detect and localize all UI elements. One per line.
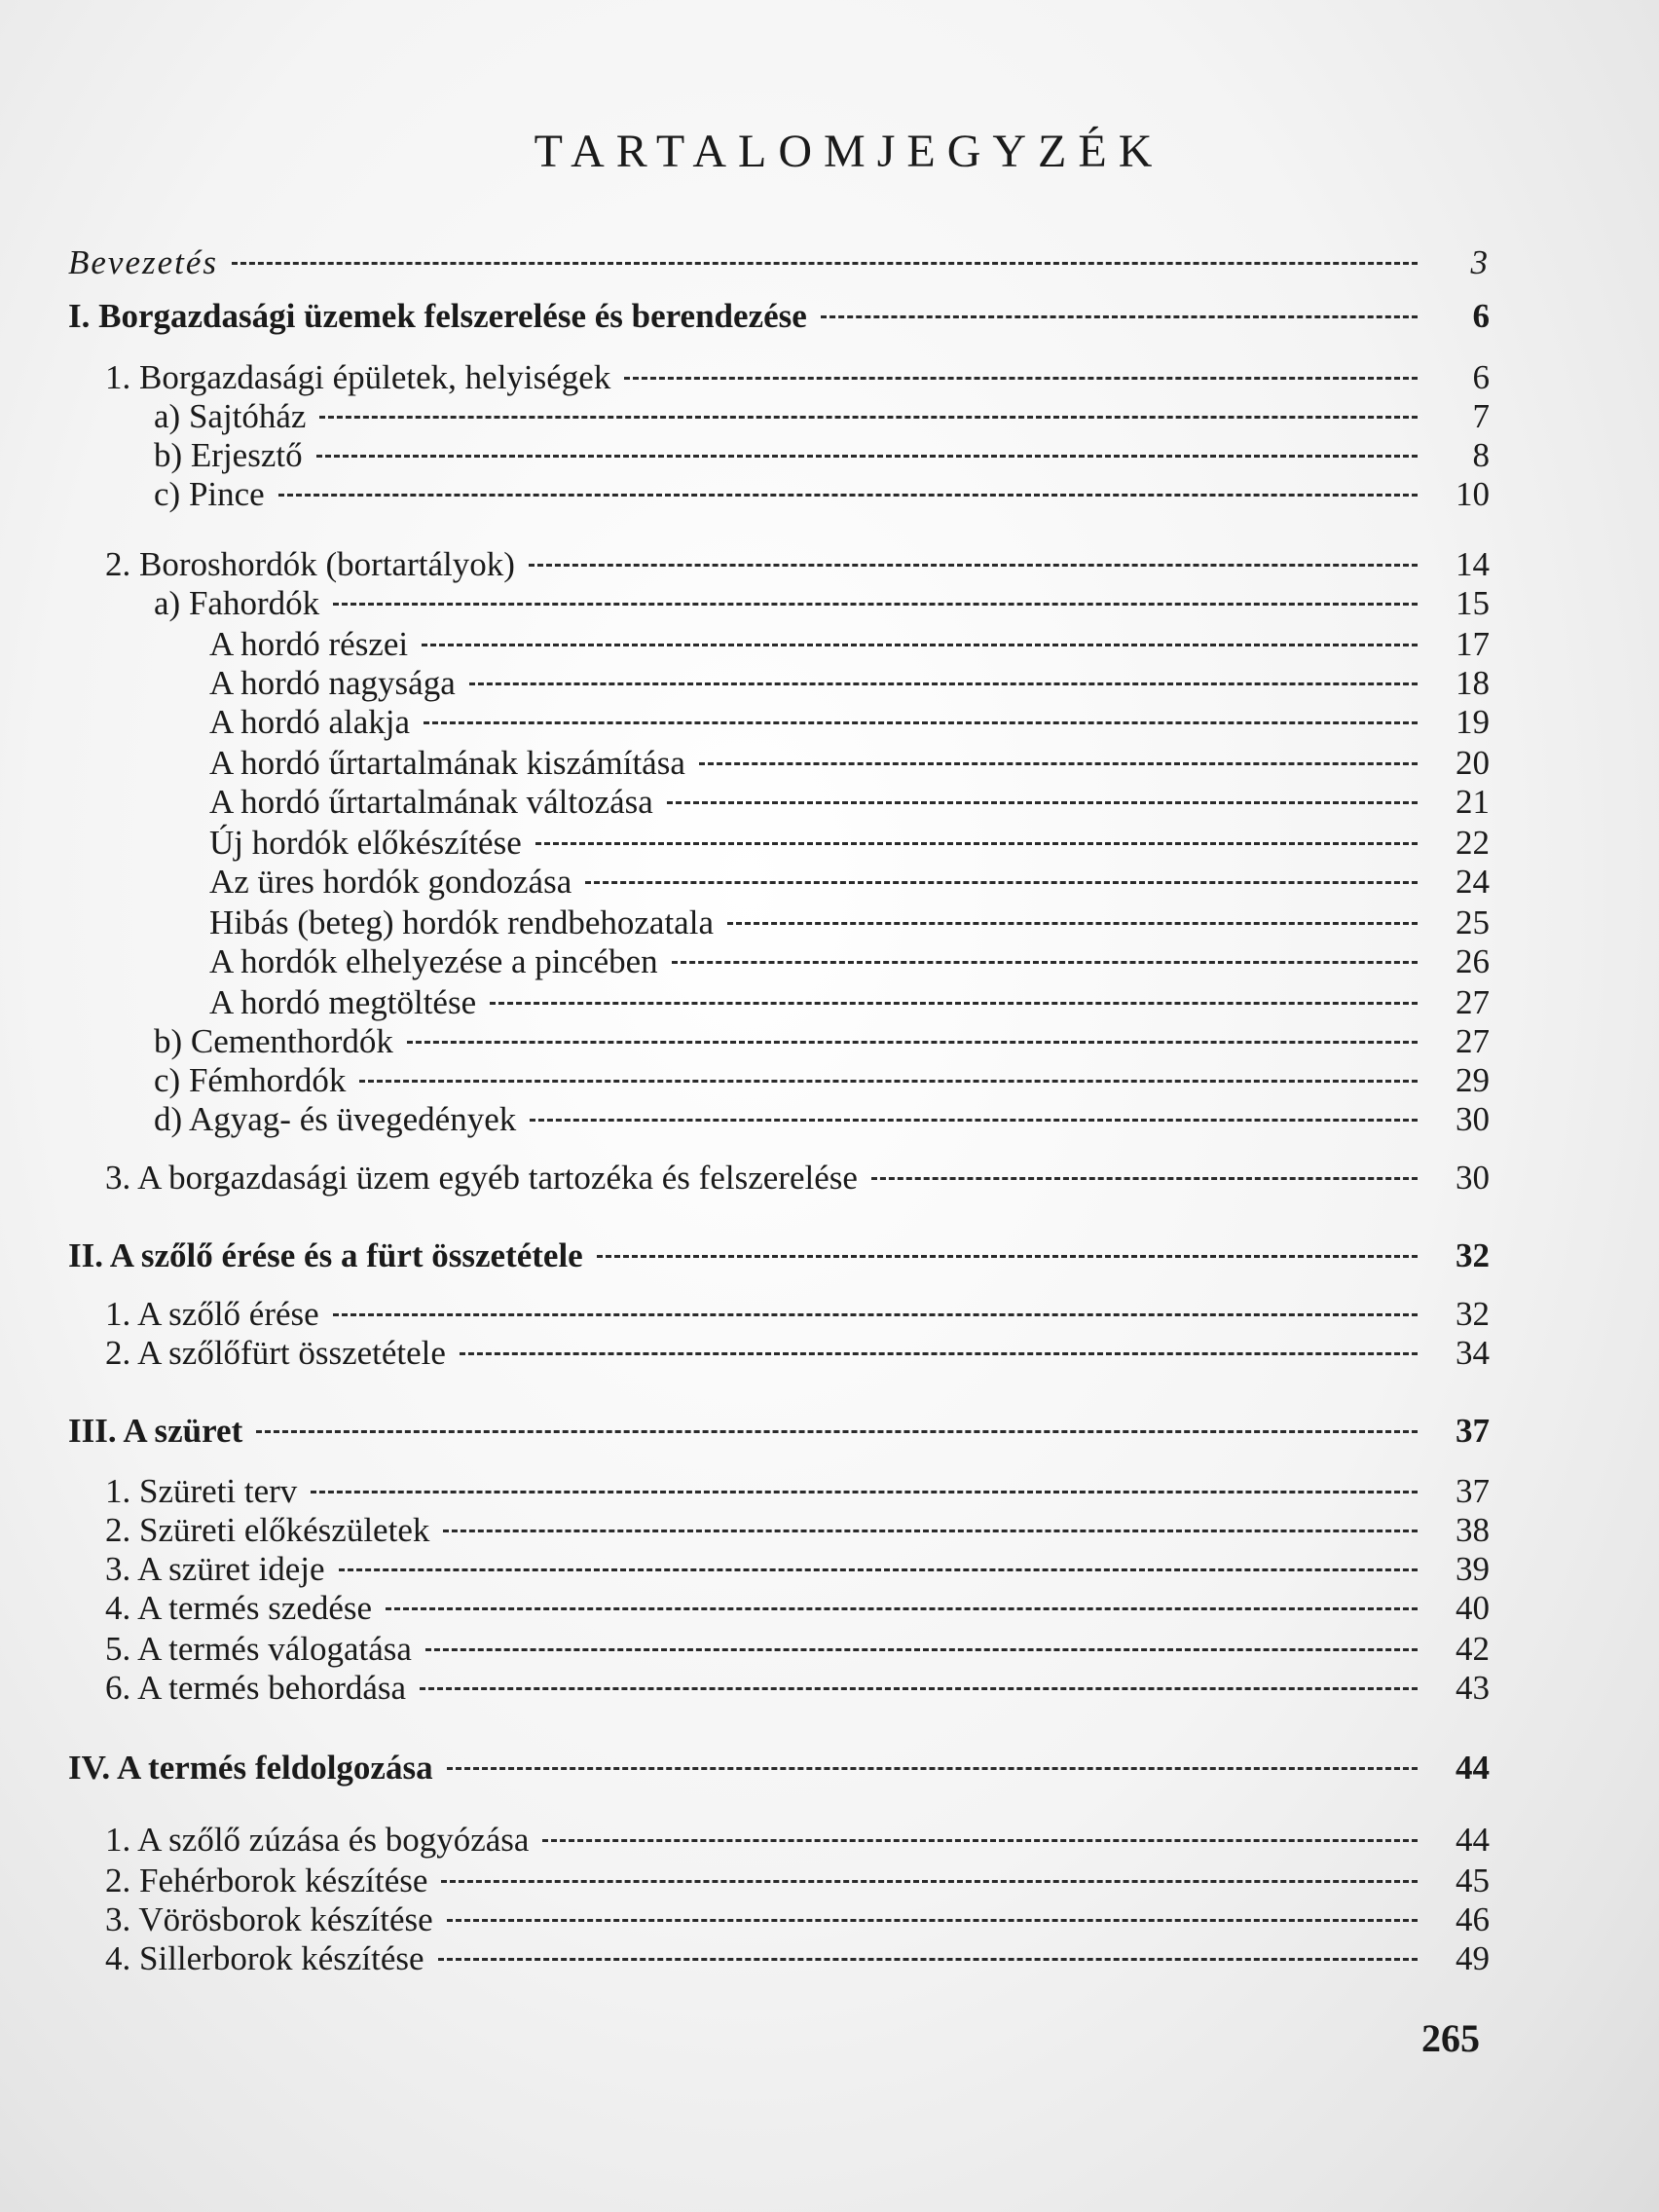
toc-entry-title: 1. A szőlő zúzása és bogyózása <box>105 1821 530 1859</box>
toc-entry-title: d) Agyag- és üvegedények <box>154 1100 517 1138</box>
toc-entry <box>68 1412 1490 1451</box>
dash-leader <box>438 1958 1418 1961</box>
toc-entry-title: A hordók elhelyezése a pincében <box>209 942 658 980</box>
toc-entry-title: 2. A szőlőfürt összetétele <box>105 1334 446 1372</box>
dash-leader <box>699 762 1418 765</box>
toc-entry-title: III. A szüret <box>68 1412 243 1450</box>
toc-entry <box>105 1334 1490 1373</box>
toc-entry <box>209 703 1490 742</box>
toc-entry <box>105 1939 1490 1978</box>
toc-entry-title: b) Cementhordók <box>154 1022 393 1060</box>
toc-entry-page: 27 <box>1456 983 1490 1021</box>
dash-leader <box>319 416 1418 419</box>
dash-leader <box>316 455 1418 458</box>
toc-entry <box>209 664 1490 703</box>
toc-entry-page: 17 <box>1456 625 1490 663</box>
dash-leader <box>424 721 1418 724</box>
toc-entry <box>154 1100 1490 1139</box>
dash-leader <box>443 1530 1418 1532</box>
dash-leader <box>460 1352 1418 1355</box>
toc-entry-page: 20 <box>1456 744 1490 782</box>
toc-entry <box>209 783 1490 822</box>
toc-entry-page: 29 <box>1456 1061 1490 1099</box>
toc-entry-title: 1. Szüreti terv <box>105 1472 298 1510</box>
toc-entry-title: b) Erjesztő <box>154 436 303 474</box>
toc-entry-page: 45 <box>1456 1862 1490 1899</box>
toc-entry-title: c) Pince <box>154 475 265 513</box>
toc-entry-page: 30 <box>1456 1100 1490 1138</box>
toc-entry-page: 24 <box>1456 863 1490 901</box>
toc-entry-title: A hordó űrtartalmának változása <box>209 783 653 821</box>
dash-leader <box>386 1607 1418 1610</box>
toc-entry <box>105 1295 1490 1334</box>
dash-leader <box>542 1839 1418 1842</box>
dash-leader <box>441 1880 1418 1883</box>
toc-entry-page: 18 <box>1456 664 1490 702</box>
dash-leader <box>333 603 1418 606</box>
dash-leader <box>333 1313 1418 1316</box>
dash-leader <box>339 1568 1418 1571</box>
dash-leader <box>597 1255 1418 1258</box>
toc-entry-title: 3. A szüret ideje <box>105 1550 325 1588</box>
dash-leader <box>425 1648 1418 1651</box>
toc-entry-page: 26 <box>1456 942 1490 980</box>
toc-entry <box>154 397 1490 436</box>
dash-leader <box>530 1119 1418 1122</box>
toc-entry-page: 27 <box>1456 1022 1490 1060</box>
toc-entry-title: A hordó részei <box>209 625 409 663</box>
toc-entry-title: Hibás (beteg) hordók rendbehozatala <box>209 903 714 941</box>
toc-entry-page: 21 <box>1456 783 1490 821</box>
dash-leader <box>529 564 1418 567</box>
toc-entry <box>154 1061 1490 1100</box>
toc-entry <box>105 1159 1490 1198</box>
toc-entry <box>68 243 1490 282</box>
toc-entry-title: A hordó nagysága <box>209 664 456 702</box>
dash-leader <box>667 801 1418 804</box>
toc-entry <box>154 436 1490 475</box>
toc-entry <box>105 1511 1490 1550</box>
toc-entry <box>209 625 1490 664</box>
toc-entry-page: 14 <box>1456 545 1490 583</box>
toc-entry-title: A hordó alakja <box>209 703 411 741</box>
dash-leader <box>585 881 1418 884</box>
toc-entry <box>209 824 1490 863</box>
toc-entry <box>68 297 1490 336</box>
toc-entry-title: I. Borgazdasági üzemek felszerelése és berendezése <box>68 297 807 335</box>
toc-entry-page: 3 <box>1470 243 1490 281</box>
toc-entry-page: 32 <box>1456 1236 1490 1274</box>
toc-entry-page: 19 <box>1456 703 1490 741</box>
toc-entry <box>154 1022 1490 1061</box>
toc-entry-page: 6 <box>1472 358 1490 396</box>
toc-entry-title: 2. Boroshordók (bortartályok) <box>105 545 515 583</box>
toc-entry-title: 1. Borgazdasági épületek, helyiségek <box>105 358 611 396</box>
toc-entry-page: 15 <box>1456 584 1490 622</box>
dash-leader <box>422 644 1418 646</box>
dash-leader <box>278 494 1418 497</box>
toc-entry <box>209 863 1490 902</box>
toc-entry-page: 40 <box>1456 1589 1490 1627</box>
toc-entry-title: 3. A borgazdasági üzem egyéb tartozéka és felszerelése <box>105 1159 858 1197</box>
dash-leader <box>469 682 1418 685</box>
toc-entry-title: II. A szőlő érése és a fürt összetétele <box>68 1236 583 1274</box>
dash-leader <box>447 1767 1418 1770</box>
toc-entry-page: 32 <box>1456 1295 1490 1333</box>
toc-entry <box>209 744 1490 783</box>
dash-leader <box>232 262 1418 265</box>
toc-entry-title: a) Fahordók <box>154 584 320 622</box>
dash-leader <box>311 1491 1418 1493</box>
toc-entry-title: 1. A szőlő érése <box>105 1295 319 1333</box>
page-title: TARTALOMJEGYZÉK <box>534 126 1164 177</box>
toc-entry-page: 49 <box>1456 1939 1490 1977</box>
toc-entry-page: 39 <box>1456 1550 1490 1588</box>
toc-entry-page: 46 <box>1456 1900 1490 1938</box>
toc-entry <box>105 1900 1490 1939</box>
toc-entry-page: 44 <box>1456 1749 1490 1787</box>
toc-entry <box>68 1749 1490 1788</box>
toc-entry <box>68 1236 1490 1275</box>
toc-entry-title: 4. A termés szedése <box>105 1589 373 1627</box>
toc-entry <box>154 475 1490 514</box>
toc-entry <box>105 1669 1490 1708</box>
dash-leader <box>821 315 1418 318</box>
dash-leader <box>672 961 1418 964</box>
toc-entry <box>105 1589 1490 1628</box>
dash-leader <box>420 1687 1418 1690</box>
toc-entry-title: A hordó megtöltése <box>209 983 477 1021</box>
toc-entry-page: 37 <box>1456 1472 1490 1510</box>
toc-entry-page: 44 <box>1456 1821 1490 1859</box>
toc-entry <box>105 1862 1490 1900</box>
dash-leader <box>407 1041 1418 1044</box>
toc-entry-title: 5. A termés válogatása <box>105 1630 412 1668</box>
toc-entry-title: 2. Szüreti előkészületek <box>105 1511 430 1549</box>
dash-leader <box>490 1002 1418 1005</box>
toc-entry-title: a) Sajtóház <box>154 397 307 435</box>
toc-entry-title: 4. Sillerborok készítése <box>105 1939 424 1977</box>
toc-entry-page: 34 <box>1456 1334 1490 1372</box>
toc-entry <box>209 903 1490 942</box>
toc-entry-page: 30 <box>1456 1159 1490 1197</box>
toc-entry <box>105 1472 1490 1511</box>
dash-leader <box>256 1430 1418 1433</box>
toc-entry <box>105 1630 1490 1669</box>
toc-entry <box>105 358 1490 397</box>
dash-leader <box>359 1080 1418 1083</box>
toc-entry-title: c) Fémhordók <box>154 1061 347 1099</box>
toc-entry-page: 38 <box>1456 1511 1490 1549</box>
toc-entry-page: 37 <box>1456 1412 1490 1450</box>
toc-entry-page: 25 <box>1456 903 1490 941</box>
toc-entry-title: Az üres hordók gondozása <box>209 863 572 901</box>
dash-leader <box>727 922 1418 925</box>
toc-entry <box>105 1550 1490 1589</box>
dash-leader <box>447 1919 1418 1922</box>
dash-leader <box>624 377 1418 380</box>
toc-entry-title: 6. A termés behordása <box>105 1669 407 1707</box>
toc-entry-title: IV. A termés feldolgozása <box>68 1749 433 1787</box>
toc-entry <box>105 1821 1490 1860</box>
toc-entry <box>154 584 1490 623</box>
toc-entry-page: 7 <box>1472 397 1490 435</box>
toc-entry <box>209 983 1490 1022</box>
toc-entry-title: 3. Vörösborok készítése <box>105 1900 433 1938</box>
toc-entry-page: 10 <box>1456 475 1490 513</box>
dash-leader <box>871 1177 1418 1180</box>
toc-entry-page: 22 <box>1456 824 1490 862</box>
toc-entry <box>105 545 1490 584</box>
toc-entry-title: Bevezetés <box>68 243 219 281</box>
toc-entry-title: 2. Fehérborok készítése <box>105 1862 428 1899</box>
toc-entry-page: 6 <box>1472 297 1490 335</box>
toc-entry-title: A hordó űrtartalmának kiszámítása <box>209 744 685 782</box>
toc-entry-title: Új hordók előkészítése <box>209 824 522 862</box>
toc-entry-page: 42 <box>1456 1630 1490 1668</box>
toc-entry-page: 8 <box>1472 436 1490 474</box>
dash-leader <box>535 842 1418 845</box>
toc-entry-page: 43 <box>1456 1669 1490 1707</box>
toc-entry <box>209 942 1490 981</box>
page-number: 265 <box>1421 2016 1480 2060</box>
